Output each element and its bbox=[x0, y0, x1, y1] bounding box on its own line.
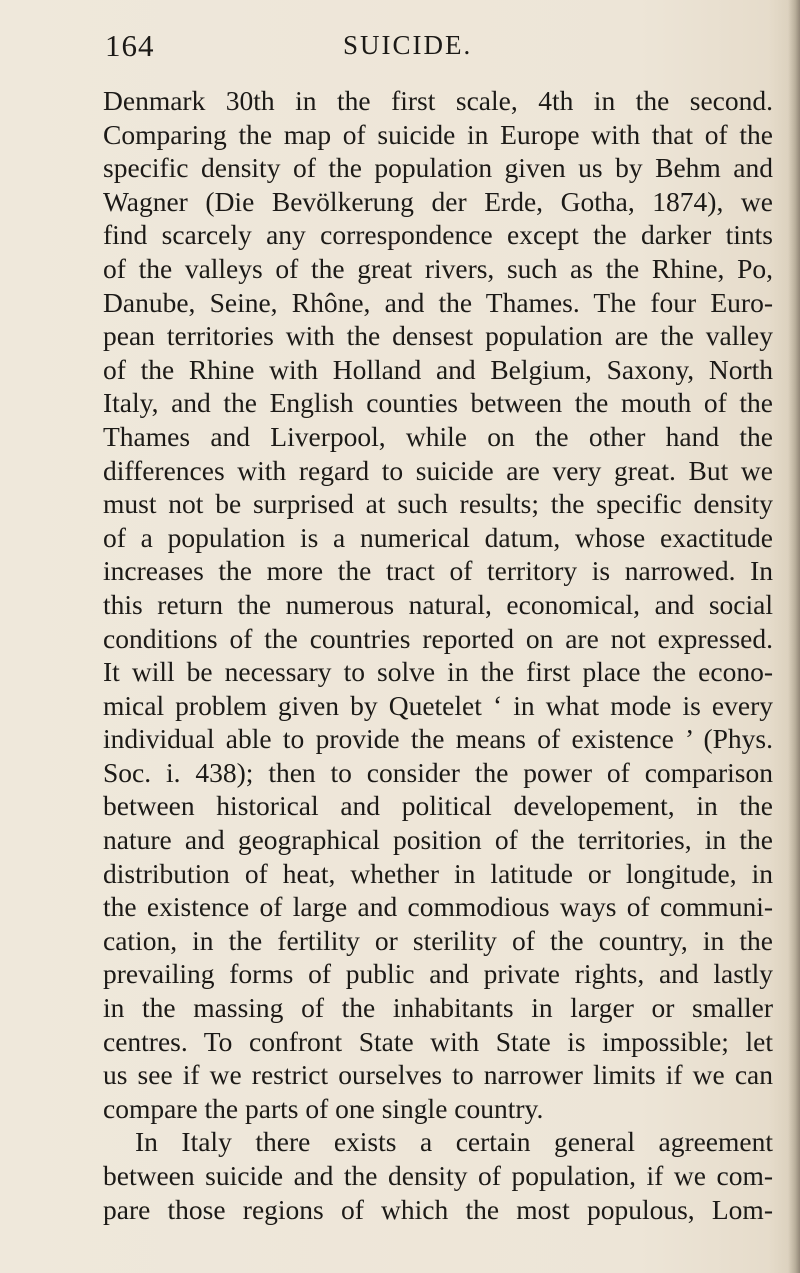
body-text bbox=[103, 84, 773, 1226]
text-line: of the Rhine with Holland and Belgium, Saxony, North bbox=[103, 353, 773, 385]
text-line: specific density of the population given us by Behm and bbox=[103, 152, 773, 184]
text-line: differences with regard to suicide are very great. But we bbox=[103, 454, 773, 486]
text-line: prevailing forms of public and private rights, and lastly bbox=[103, 958, 773, 990]
text-line: pare those regions of which the most populous, Lom- bbox=[103, 1193, 773, 1225]
text-line: It will be necessary to solve in the first place the econo- bbox=[103, 656, 773, 688]
text-line: Wagner (Die Bevölkerung der Erde, Gotha, 1874), we bbox=[103, 185, 773, 217]
running-title: SUICIDE. bbox=[343, 30, 473, 60]
text-line: the existence of large and commodious ways of communi- bbox=[103, 891, 773, 923]
text-line: between suicide and the density of population, if we com- bbox=[103, 1160, 773, 1191]
text-line: pean territories with the densest population are the valley bbox=[103, 320, 773, 352]
text-line: us see if we restrict ourselves to narrower limits if we can bbox=[103, 1059, 773, 1091]
text-line: of the valleys of the great rivers, such as the Rhine, Po, bbox=[103, 252, 773, 284]
text-line: centres. To confront State with State is impossible; let bbox=[103, 1025, 773, 1057]
text-line: must not be surprised at such results; the specific density bbox=[103, 488, 773, 520]
text-line: of a population is a numerical datum, whose exactitude bbox=[103, 521, 773, 553]
page-edge-shadow bbox=[788, 0, 800, 1273]
page-number: 164 bbox=[105, 28, 155, 63]
text-line: Thames and Liverpool, while on the other hand the bbox=[103, 420, 773, 452]
text-line: Comparing the map of suicide in Europe with that of the bbox=[103, 118, 773, 150]
text-line: individual able to provide the means of existence ’ (Phys. bbox=[103, 723, 773, 755]
text-line: find scarcely any correspondence except the darker tints bbox=[103, 219, 773, 251]
page-header bbox=[105, 28, 765, 68]
text-line: between historical and political developement, in the bbox=[103, 790, 773, 822]
text-line: conditions of the countries reported on are not expressed. bbox=[103, 622, 773, 654]
text-line: this return the numerous natural, economical, and social bbox=[103, 588, 773, 620]
text-line: mical problem given by Quetelet ‘ in what mode is every bbox=[103, 689, 773, 721]
text-line: Soc. i. 438); then to consider the power of comparison bbox=[103, 756, 773, 788]
text-line: distribution of heat, whether in latitude or longitude, in bbox=[103, 857, 773, 889]
text-line: Italy, and the English counties between the mouth of the bbox=[103, 387, 773, 419]
text-line: nature and geographical position of the territories, in the bbox=[103, 824, 773, 856]
text-line: Denmark 30th in the first scale, 4th in the second. bbox=[103, 85, 773, 116]
text-line: increases the more the tract of territory is narrowed. In bbox=[103, 555, 773, 587]
text-line: cation, in the fertility or sterility of the country, in the bbox=[103, 924, 773, 956]
text-line: in the massing of the inhabitants in larger or smaller bbox=[103, 992, 773, 1024]
text-line: In Italy there exists a certain general agreement bbox=[135, 1126, 773, 1158]
text-line: compare the parts of one single country. bbox=[103, 1092, 544, 1124]
text-line: Danube, Seine, Rhône, and the Thames. The four Euro- bbox=[103, 286, 773, 318]
